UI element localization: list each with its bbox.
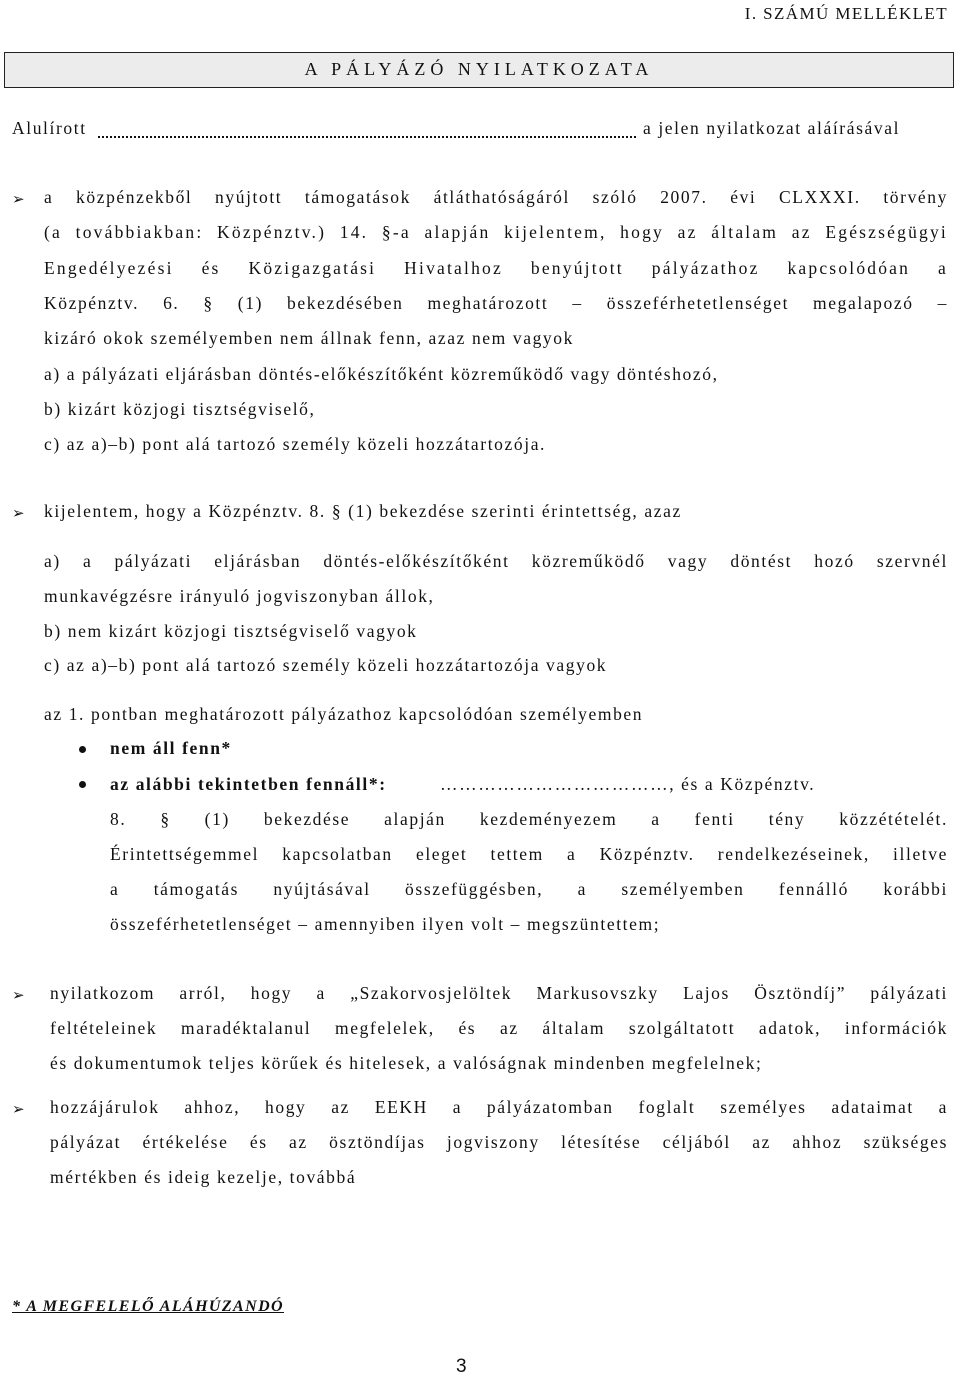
section2-reference: az 1. pontban meghatározott pályázathoz kapcsolódóan személyemben: [44, 704, 644, 724]
section3-line1: nyilatkozom arról, hogy a „Szakorvosjelöltek Markusovszky Lajos Ösztöndíj” pályázati: [50, 983, 948, 1003]
arrow-bullet-icon: ➢: [12, 190, 25, 208]
section3-line2: feltételeinek maradéktalanul megfelelek, és az általam szolgáltatott adatok, információk: [50, 1018, 948, 1038]
footnote: * A MEGFELELŐ ALÁHÚZANDÓ: [12, 1298, 284, 1315]
section1-line3: Engedélyezési és Közigazgatási Hivatalhoz benyújtott pályázathoz kapcsolódóan a: [44, 258, 948, 278]
title-box: [4, 52, 954, 88]
option-applicable-line2: 8. § (1) bekezdése alapján kezdeményezem a fenti tény közzétételét.: [110, 809, 948, 829]
annex-label: I. SZÁMÚ MELLÉKLET: [744, 4, 948, 23]
section1-line1: a közpénzekből nyújtott támogatások átláthatóságáról szóló 2007. évi CLXXXI. törvény: [44, 187, 948, 207]
option-applicable[interactable]: az alábbi tekintetben fennáll*:: [110, 774, 387, 794]
section2-item-a: a) a pályázati eljárásban döntés-előkészítőként közreműködő vagy döntést hozó szervnél: [44, 551, 948, 571]
document-title: A PÁLYÁZÓ NYILATKOZATA: [304, 59, 654, 79]
section1-line5: kizáró okok személyemben nem állnak fenn, azaz nem vagyok: [44, 328, 574, 348]
section1-item-b: b) kizárt közjogi tisztségviselő,: [44, 399, 316, 419]
section2-item-b: b) nem kizárt közjogi tisztségviselő vagyok: [44, 621, 418, 641]
option-applicable-blank: ………………………………, és a Közpénztv.: [440, 774, 816, 794]
arrow-bullet-icon: ➢: [12, 1100, 25, 1118]
section4-line1: hozzájárulok ahhoz, hogy az EEKH a pályázatomban foglalt személyes adataimat a: [50, 1097, 948, 1117]
option-applicable-line3: Érintettségemmel kapcsolatban eleget tettem a Közpénztv. rendelkezéseinek, illetve: [110, 844, 948, 864]
section3-line3: és dokumentumok teljes körűek és hitelesek, a valóságnak mindenben megfelelnek;: [50, 1053, 763, 1073]
page-number: 3: [456, 1356, 467, 1377]
option-applicable-line5: összeférhetetlenséget – amennyiben ilyen volt – megszüntettem;: [110, 914, 661, 934]
section2-item-a-cont: munkavégzésre irányuló jogviszonyban állok,: [44, 586, 435, 606]
section1-line4: Közpénztv. 6. § (1) bekezdésében meghatározott – összeférhetetlenséget megalapozó –: [44, 293, 948, 313]
dot-bullet-icon: [79, 746, 86, 753]
section2-item-c: c) az a)–b) pont alá tartozó személy közeli hozzátartozója vagyok: [44, 655, 608, 675]
section1-line2: (a továbbiakban: Közpénztv.) 14. §-a alapján kijelentem, hogy az általam az Egészségügyi: [44, 222, 948, 242]
option-not-applicable[interactable]: nem áll fenn*: [110, 738, 232, 758]
arrow-bullet-icon: ➢: [12, 986, 25, 1004]
dot-bullet-icon: [79, 781, 86, 788]
intro-prefix: Alulírott: [12, 118, 87, 138]
intro-suffix: a jelen nyilatkozat aláírásával: [643, 118, 901, 138]
arrow-bullet-icon: ➢: [12, 504, 25, 522]
section1-item-a: a) a pályázati eljárásban döntés-előkészítőként közreműködő vagy döntéshozó,: [44, 364, 719, 384]
option-applicable-line4: a támogatás nyújtásával összefüggésben, a személyemben fennálló korábbi: [110, 879, 948, 899]
name-blank-dotted-line[interactable]: [98, 136, 636, 138]
section2-line1: kijelentem, hogy a Közpénztv. 8. § (1) bekezdése szerinti érintettség, azaz: [44, 501, 682, 521]
section4-line2: pályázat értékelése és az ösztöndíjas jogviszony létesítése céljából az ahhoz szükséges: [50, 1132, 948, 1152]
section4-line3: mértékben és ideig kezelje, továbbá: [50, 1167, 357, 1187]
section1-item-c: c) az a)–b) pont alá tartozó személy közeli hozzátartozója.: [44, 434, 547, 454]
